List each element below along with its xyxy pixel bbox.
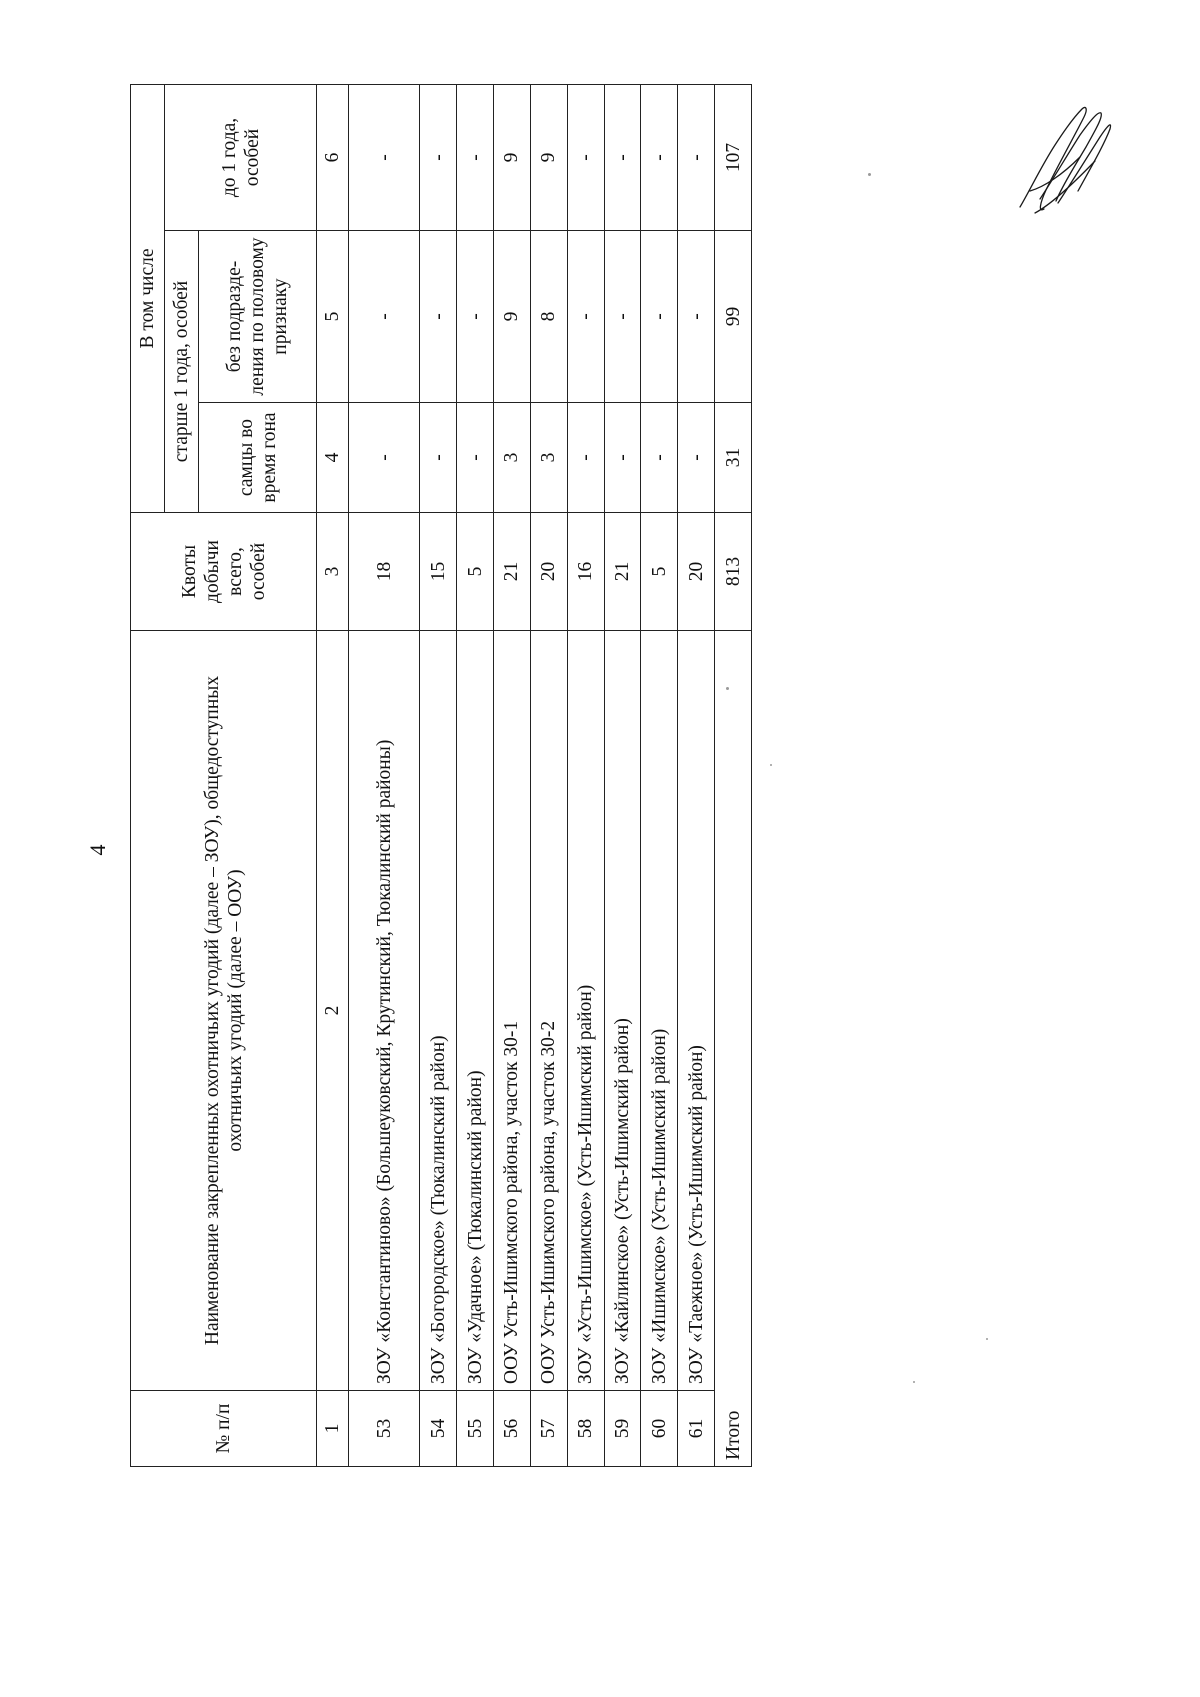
total-label: Итого	[715, 631, 752, 1467]
row-under1: -	[678, 84, 715, 230]
row-males: -	[567, 403, 604, 513]
total-row	[715, 84, 752, 1466]
quota-table	[130, 84, 752, 1467]
header-no-sex: без подразде-ления по половому признаку	[199, 231, 317, 403]
row-num: 59	[604, 1391, 641, 1467]
table-row	[567, 84, 604, 1466]
column-number: 5	[317, 231, 349, 403]
scan-speck	[868, 173, 871, 176]
table-row	[641, 84, 678, 1466]
row-males: -	[420, 403, 457, 513]
handwritten-signature	[1000, 95, 1120, 225]
row-name: ЗОУ «Ишимское» (Усть-Ишимский район)	[641, 631, 678, 1391]
row-num: 53	[349, 1391, 420, 1467]
page-number: 4	[85, 844, 110, 856]
quota-table-rotated	[130, 85, 752, 1467]
column-number-row	[317, 84, 349, 1466]
table-row	[604, 84, 641, 1466]
row-name: ЗОУ «Кайлинское» (Усть-Ишимский район)	[604, 631, 641, 1391]
row-under1: -	[349, 84, 420, 230]
row-quota: 5	[457, 513, 494, 631]
table-row	[494, 84, 531, 1466]
row-quota: 18	[349, 513, 420, 631]
row-under1: 9	[494, 84, 531, 230]
row-males: -	[349, 403, 420, 513]
row-name: ЗОУ «Константиново» (Большеуковский, Крутинский, Тюкалинский районы)	[349, 631, 420, 1391]
row-under1: -	[457, 84, 494, 230]
row-quota: 16	[567, 513, 604, 631]
row-under1: -	[604, 84, 641, 230]
header-num: № п/п	[131, 1391, 317, 1467]
row-under1: -	[567, 84, 604, 230]
row-males: 3	[494, 403, 531, 513]
row-quota: 21	[604, 513, 641, 631]
header-quota: Квоты добычи всего, особей	[131, 513, 317, 631]
row-name: ЗОУ «Богородское» (Тюкалинский район)	[420, 631, 457, 1391]
row-name: ЗОУ «Усть-Ишимское» (Усть-Ишимский район)	[567, 631, 604, 1391]
row-quota: 20	[530, 513, 567, 631]
total-males: 31	[715, 403, 752, 513]
row-under1: -	[641, 84, 678, 230]
table-row	[457, 84, 494, 1466]
scan-speck	[986, 1338, 988, 1340]
row-num: 54	[420, 1391, 457, 1467]
column-number: 4	[317, 403, 349, 513]
row-males: -	[641, 403, 678, 513]
row-no-sex: -	[641, 231, 678, 403]
table-row	[530, 84, 567, 1466]
row-quota: 5	[641, 513, 678, 631]
row-no-sex: -	[567, 231, 604, 403]
row-name: ЗОУ «Удачное» (Тюкалинский район)	[457, 631, 494, 1391]
row-males: -	[604, 403, 641, 513]
header-including: В том числе	[131, 84, 165, 512]
row-quota: 15	[420, 513, 457, 631]
table-row	[349, 84, 420, 1466]
row-num: 55	[457, 1391, 494, 1467]
row-num: 58	[567, 1391, 604, 1467]
row-name: ООУ Усть-Ишимского района, участок 30-2	[530, 631, 567, 1391]
header-males: самцы во время гона	[199, 403, 317, 513]
header-older: старше 1 года, особей	[165, 231, 199, 513]
row-no-sex: -	[457, 231, 494, 403]
row-under1: 9	[530, 84, 567, 230]
row-no-sex: 8	[530, 231, 567, 403]
total-under1: 107	[715, 84, 752, 230]
column-number: 3	[317, 513, 349, 631]
row-males: -	[678, 403, 715, 513]
header-under1: до 1 года, особей	[165, 84, 317, 230]
row-no-sex: -	[604, 231, 641, 403]
table-row	[420, 84, 457, 1466]
column-number: 2	[317, 631, 349, 1391]
row-under1: -	[420, 84, 457, 230]
row-males: -	[457, 403, 494, 513]
table-row	[678, 84, 715, 1466]
row-no-sex: 9	[494, 231, 531, 403]
total-quota: 813	[715, 513, 752, 631]
row-quota: 21	[494, 513, 531, 631]
row-num: 61	[678, 1391, 715, 1467]
header-name: Наименование закрепленных охотничьих угодий (далее – ЗОУ), общедоступных охотничьих угодий (далее – ООУ)	[131, 631, 317, 1391]
row-no-sex: -	[420, 231, 457, 403]
row-name: ООУ Усть-Ишимского района, участок 30-1	[494, 631, 531, 1391]
row-name: ЗОУ «Таежное» (Усть-Ишимский район)	[678, 631, 715, 1391]
row-males: 3	[530, 403, 567, 513]
row-num: 56	[494, 1391, 531, 1467]
row-num: 60	[641, 1391, 678, 1467]
column-number: 1	[317, 1391, 349, 1467]
row-no-sex: -	[678, 231, 715, 403]
scan-speck	[726, 687, 729, 690]
row-quota: 20	[678, 513, 715, 631]
column-number: 6	[317, 84, 349, 230]
scan-speck	[770, 764, 772, 766]
total-no-sex: 99	[715, 231, 752, 403]
scan-speck	[913, 1381, 915, 1383]
row-no-sex: -	[349, 231, 420, 403]
row-num: 57	[530, 1391, 567, 1467]
